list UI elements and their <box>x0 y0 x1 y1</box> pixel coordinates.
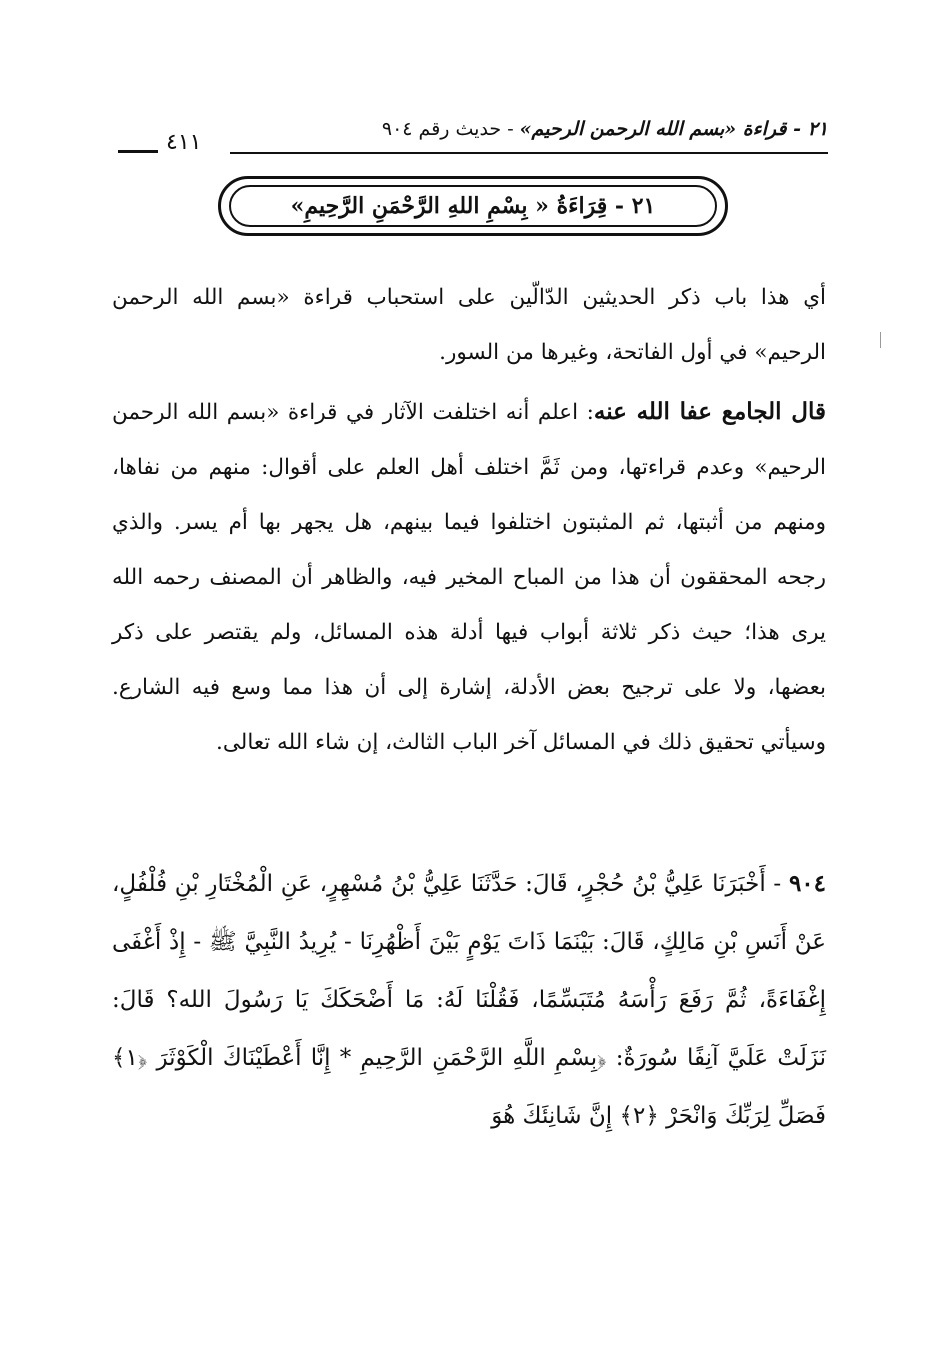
hadith-body: - أَخْبَرَنَا عَلِيُّ بْنُ حُجْرٍ، قَالَ: حَدَّثَنَا عَلِيُّ بْنُ مُسْهِرٍ، عَنِ الْمُخْتَارِ بْنِ فُلْفُلٍ، عَنْ أَنَسِ بْنِ مَالِكٍ، قَالَ: بَيْنَمَا ذَاتَ يَوْمٍ بَيْنَ أَظْهُرِنَا - يُرِيدُ النَّبِيَّ ﷺ - إِذْ أَغْفَى إِغْفَاءَةً، ثُمَّ رَفَعَ رَأْسَهُ مُتَبَسِّمًا، فَقُلْنَا لَهُ: مَا أَضْحَكَكَ يَا رَسُولَ الله؟ قَالَ: نَزَلَتْ عَلَيَّ آنِفًا سُورَةٌ: ﴿بِسْمِ اللَّهِ الرَّحْمَنِ الرَّحِيمِ * إِنَّا أَعْطَيْنَاكَ الْكَوْثَرَ ﴿١﴾ فَصَلِّ لِرَبِّكَ وَانْحَرْ ﴿٢﴾ إِنَّ شَانِئَكَ هُوَ <box>112 871 826 1129</box>
commentary-body: : اعلم أنه اختلفت الآثار في قراءة «بسم الله الرحمن الرحيم» وعدم قراءتها، ومن ثَمَّ اختلف أهل العلم على أقوال: منهم من نفاها، ومنهم من أثبتها، ثم المثبتون اختلفوا فيما بينهم، هل يجهر بها أم يسر. والذي رجحه المحققون أن هذا من المباح المخير فيه، والظاهر أن المصنف رحمه الله يرى هذا؛ حيث ذكر ثلاثة أبواب فيها أدلة هذه المسائل، ولم يقتصر على ذكر بعضها، ولا على ترجيح بعض الأدلة، إشارة إلى أن هذا مما وسع فيه الشارع. وسيأتي تحقيق ذلك في المسائل آخر الباب الثالث، إن شاء الله تعالى. <box>112 400 826 755</box>
paragraph-intro: أي هذا باب ذكر الحديثين الدّالّين على استحباب قراءة «بسم الله الرحمن الرحيم» في أول الفاتحة، وغيرها من السور. <box>112 285 826 365</box>
page-number-dash <box>118 150 158 153</box>
margin-mark <box>880 332 881 348</box>
paragraph-commentary <box>112 384 826 770</box>
page-number: ٤١١ <box>166 130 202 155</box>
author-attribution: قال الجامع عفا الله عنه <box>593 398 826 425</box>
running-header-title <box>382 118 828 140</box>
chapter-title-inner-frame <box>229 185 717 227</box>
hadith-number: ٩٠٤ <box>788 870 826 897</box>
running-header-hadith-ref: - حديث رقم ٩٠٤ <box>381 118 520 140</box>
running-header <box>118 112 828 160</box>
hadith-text <box>112 855 826 1145</box>
chapter-title-frame <box>218 176 728 236</box>
header-rule <box>230 152 828 154</box>
running-header-chapter: ٢١ - قراءة «بسم الله الرحمن الرحيم» <box>519 118 828 140</box>
chapter-title: ٢١ - قِرَاءَةُ « بِسْمِ اللهِ الرَّحْمَنِ الرَّحِيمِ» <box>290 193 656 219</box>
commentary-text <box>112 270 826 770</box>
